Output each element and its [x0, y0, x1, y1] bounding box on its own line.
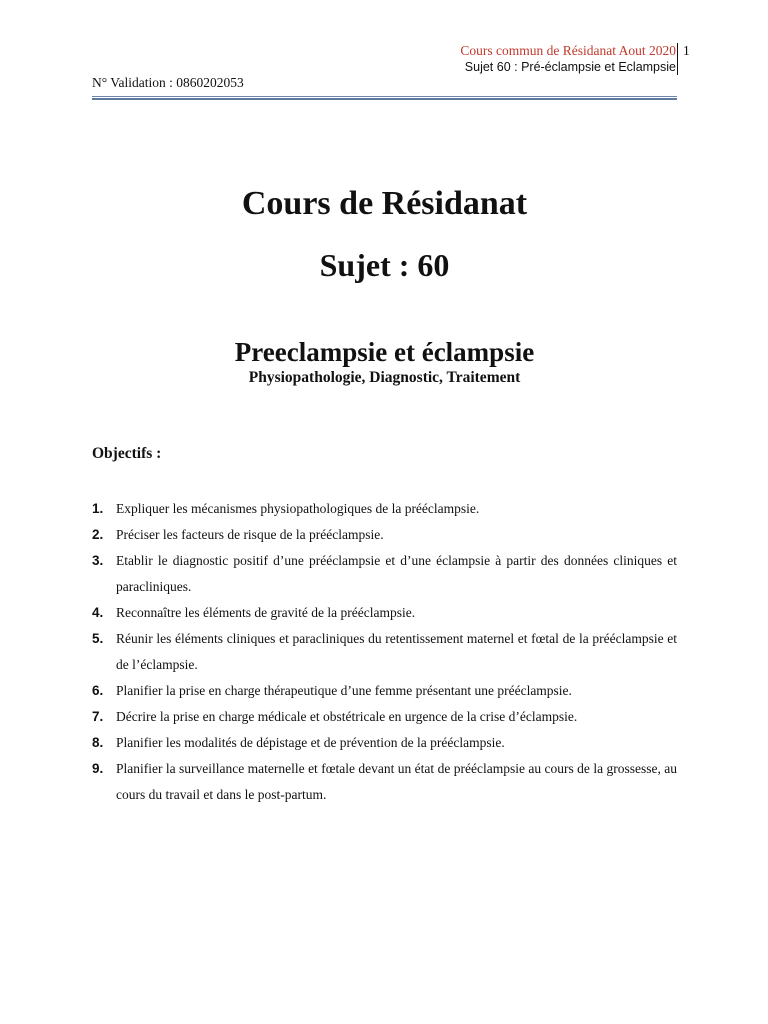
- document-title: Cours de Résidanat: [241, 185, 528, 222]
- objective-item: [92, 704, 677, 730]
- objective-item: [92, 678, 677, 704]
- objective-number: 5.: [92, 631, 104, 646]
- header-course-title: Cours commun de Résidanat Aout 2020: [460, 43, 676, 58]
- header-subject-title: Sujet 60 : Pré-éclampsie et Eclampsie: [464, 60, 676, 74]
- page-number: 1: [683, 43, 690, 58]
- objective-number: 3.: [92, 553, 104, 568]
- objective-item: [92, 548, 677, 600]
- objective-text: Réunir les éléments cliniques et paracliniques du retentissement maternel et fœtal de la prééclampsie et de l’éclampsie.: [116, 631, 677, 672]
- objective-number: 2.: [92, 527, 104, 542]
- objective-number: 1.: [92, 501, 104, 516]
- objective-item: [92, 730, 677, 756]
- objective-text: Planifier la prise en charge thérapeutique d’une femme présentant une prééclampsie.: [116, 683, 572, 698]
- header-divider: [677, 43, 678, 75]
- header-rule: [92, 98, 677, 100]
- page-header: [460, 43, 676, 76]
- objective-item: [92, 600, 677, 626]
- objective-text: Etablir le diagnostic positif d’une prééclampsie et d’une éclampsie à partir des données cliniques et paracliniques.: [116, 553, 677, 594]
- objective-text: Expliquer les mécanismes physiopathologiques de la prééclampsie.: [116, 501, 480, 516]
- objective-text: Planifier la surveillance maternelle et fœtale devant un état de prééclampsie au cours de la grossesse, au cours du travail et dans le post-partum.: [116, 761, 677, 802]
- objective-item: [92, 496, 677, 522]
- subject-number: Sujet : 60: [319, 247, 450, 283]
- header-rule-thin: [92, 96, 677, 97]
- objective-text: Planifier les modalités de dépistage et de prévention de la prééclampsie.: [116, 735, 505, 750]
- objective-text: Décrire la prise en charge médicale et obstétricale en urgence de la crise d’éclampsie.: [116, 709, 578, 724]
- topic-subtitle: Physiopathologie, Diagnostic, Traitement: [248, 369, 521, 386]
- objective-item: [92, 756, 677, 808]
- objective-text: Reconnaître les éléments de gravité de la prééclampsie.: [116, 605, 416, 620]
- validation-number: N° Validation : 0860202053: [92, 75, 244, 90]
- objective-item: [92, 626, 677, 678]
- topic-title: Preeclampsie et éclampsie: [234, 337, 535, 367]
- objective-number: 7.: [92, 709, 104, 724]
- objective-number: 8.: [92, 735, 104, 750]
- objective-number: 4.: [92, 605, 104, 620]
- objectives-list: [92, 496, 677, 808]
- objective-number: 9.: [92, 761, 104, 776]
- objective-item: [92, 522, 677, 548]
- objective-number: 6.: [92, 683, 104, 698]
- objectives-heading: Objectifs :: [92, 445, 162, 462]
- objective-text: Préciser les facteurs de risque de la prééclampsie.: [116, 527, 384, 542]
